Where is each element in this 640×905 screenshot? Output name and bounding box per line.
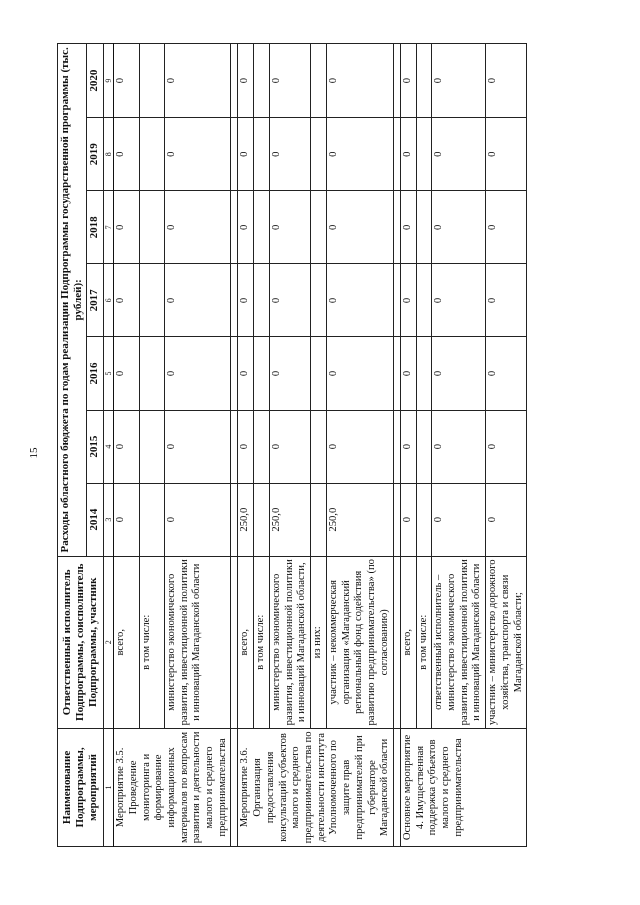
value-cell-2018: 0 bbox=[400, 191, 416, 264]
value-cell-2015: 0 bbox=[114, 410, 139, 483]
value-cell-2019: 0 bbox=[114, 118, 139, 191]
year-header-2019: 2019 bbox=[87, 118, 103, 191]
value-cell-2015: 0 bbox=[327, 410, 394, 483]
page-number: 15 bbox=[28, 447, 40, 459]
value-cell-2017: 0 bbox=[327, 264, 394, 337]
table-row bbox=[327, 44, 394, 847]
executor-cell: участник – некоммерческая организация «Магаданский региональный фонд содействия развитию предпринимательства» (по согласованию) bbox=[327, 556, 394, 728]
column-index-8: 8 bbox=[103, 118, 114, 191]
value-cell-2017 bbox=[311, 264, 327, 337]
value-cell-2019 bbox=[416, 118, 432, 191]
spacer-cell bbox=[393, 118, 400, 191]
value-cell-2020: 0 bbox=[270, 44, 311, 118]
column-index-9: 9 bbox=[103, 44, 114, 118]
value-cell-2019: 0 bbox=[432, 118, 486, 191]
executor-cell: ответственный исполнитель – министерство экономического развития, инвестиционной политики и инноваций Магаданской области bbox=[432, 556, 486, 728]
value-cell-2017: 0 bbox=[400, 264, 416, 337]
table-row bbox=[486, 44, 527, 847]
value-cell-2020: 0 bbox=[486, 44, 527, 118]
value-cell-2017: 0 bbox=[432, 264, 486, 337]
table-body bbox=[114, 44, 527, 847]
value-cell-2019 bbox=[311, 118, 327, 191]
activity-name-cell: Мероприятие 3.5. Проведение мониторинга и формирование информационных материалов по вопросам развития и деятельности малого и среднего предпринимательства bbox=[114, 728, 231, 846]
value-cell-2018: 0 bbox=[432, 191, 486, 264]
value-cell-2018: 0 bbox=[238, 191, 254, 264]
year-header-2016: 2016 bbox=[87, 337, 103, 410]
executor-cell: в том числе: bbox=[139, 556, 164, 728]
table-row bbox=[114, 44, 139, 847]
value-cell-2016 bbox=[416, 337, 432, 410]
value-cell-2016: 0 bbox=[114, 337, 139, 410]
spacer-cell bbox=[231, 556, 238, 728]
group-spacer bbox=[393, 44, 400, 847]
value-cell-2016 bbox=[254, 337, 270, 410]
spacer-cell bbox=[231, 118, 238, 191]
value-cell-2014: 0 bbox=[164, 483, 231, 556]
value-cell-2016: 0 bbox=[238, 337, 254, 410]
value-cell-2014: 0 bbox=[432, 483, 486, 556]
value-cell-2019: 0 bbox=[164, 118, 231, 191]
value-cell-2015 bbox=[254, 410, 270, 483]
spacer-cell bbox=[231, 410, 238, 483]
spacer-cell bbox=[393, 44, 400, 118]
index-row bbox=[103, 44, 114, 847]
table-row bbox=[311, 44, 327, 847]
value-cell-2014: 250,0 bbox=[327, 483, 394, 556]
value-cell-2017: 0 bbox=[164, 264, 231, 337]
column-index-4: 4 bbox=[103, 410, 114, 483]
group-spacer bbox=[231, 44, 238, 847]
column-index-6: 6 bbox=[103, 264, 114, 337]
value-cell-2017: 0 bbox=[270, 264, 311, 337]
value-cell-2018 bbox=[139, 191, 164, 264]
year-header-2015: 2015 bbox=[87, 410, 103, 483]
budget-table bbox=[57, 43, 527, 847]
value-cell-2016 bbox=[311, 337, 327, 410]
value-cell-2018 bbox=[254, 191, 270, 264]
table-row bbox=[254, 44, 270, 847]
value-cell-2019: 0 bbox=[270, 118, 311, 191]
value-cell-2020 bbox=[416, 44, 432, 118]
value-cell-2016: 0 bbox=[486, 337, 527, 410]
value-cell-2020 bbox=[139, 44, 164, 118]
table-row bbox=[238, 44, 254, 847]
value-cell-2014: 250,0 bbox=[270, 483, 311, 556]
value-cell-2017 bbox=[254, 264, 270, 337]
value-cell-2019: 0 bbox=[238, 118, 254, 191]
spacer-cell bbox=[393, 556, 400, 728]
spacer-cell bbox=[231, 483, 238, 556]
value-cell-2015 bbox=[416, 410, 432, 483]
activity-name-cell: Основное мероприятие 4. Имущественная поддержка субъектов малого и среднего предпринимательства bbox=[400, 728, 526, 846]
column-index-7: 7 bbox=[103, 191, 114, 264]
spacer-cell bbox=[393, 410, 400, 483]
value-cell-2017: 0 bbox=[114, 264, 139, 337]
value-cell-2014: 0 bbox=[400, 483, 416, 556]
header-executor-column: Ответственный исполнитель Подпрограммы, соисполнитель Подпрограммы, участник bbox=[58, 556, 104, 728]
value-cell-2016: 0 bbox=[432, 337, 486, 410]
value-cell-2015: 0 bbox=[400, 410, 416, 483]
value-cell-2016: 0 bbox=[400, 337, 416, 410]
value-cell-2018: 0 bbox=[270, 191, 311, 264]
value-cell-2015: 0 bbox=[432, 410, 486, 483]
value-cell-2020: 0 bbox=[164, 44, 231, 118]
value-cell-2015: 0 bbox=[486, 410, 527, 483]
header-expenses: Расходы областного бюджета по годам реализации Подпрограммы государственной программы (тыс. рублей): bbox=[58, 44, 87, 557]
executor-cell: всего, bbox=[114, 556, 139, 728]
value-cell-2014 bbox=[416, 483, 432, 556]
table-row bbox=[139, 44, 164, 847]
value-cell-2020 bbox=[254, 44, 270, 118]
value-cell-2020: 0 bbox=[432, 44, 486, 118]
table-row bbox=[164, 44, 231, 847]
value-cell-2015: 0 bbox=[164, 410, 231, 483]
value-cell-2014: 250,0 bbox=[238, 483, 254, 556]
value-cell-2020: 0 bbox=[327, 44, 394, 118]
spacer-cell bbox=[231, 337, 238, 410]
year-header-2017: 2017 bbox=[87, 264, 103, 337]
value-cell-2019: 0 bbox=[327, 118, 394, 191]
executor-cell: всего, bbox=[400, 556, 416, 728]
spacer-cell bbox=[393, 728, 400, 846]
year-header-2014: 2014 bbox=[87, 483, 103, 556]
value-cell-2014 bbox=[139, 483, 164, 556]
executor-cell: участник – министерство дорожного хозяйства, транспорта и связи Магаданской области; bbox=[486, 556, 527, 728]
executor-cell: в том числе: bbox=[416, 556, 432, 728]
value-cell-2016 bbox=[139, 337, 164, 410]
table-row bbox=[432, 44, 486, 847]
value-cell-2014 bbox=[311, 483, 327, 556]
value-cell-2020: 0 bbox=[238, 44, 254, 118]
value-cell-2018 bbox=[416, 191, 432, 264]
year-header-2018: 2018 bbox=[87, 191, 103, 264]
value-cell-2018: 0 bbox=[164, 191, 231, 264]
spacer-cell bbox=[231, 728, 238, 846]
column-index-2: 2 bbox=[103, 556, 114, 728]
value-cell-2015 bbox=[311, 410, 327, 483]
rotated-table-wrapper bbox=[57, 43, 537, 847]
value-cell-2016: 0 bbox=[327, 337, 394, 410]
value-cell-2016: 0 bbox=[270, 337, 311, 410]
value-cell-2014: 0 bbox=[486, 483, 527, 556]
value-cell-2019 bbox=[139, 118, 164, 191]
value-cell-2017: 0 bbox=[238, 264, 254, 337]
executor-cell: министерство экономического развития, инвестиционной политики и инноваций Магаданской области bbox=[164, 556, 231, 728]
value-cell-2019 bbox=[254, 118, 270, 191]
value-cell-2018 bbox=[311, 191, 327, 264]
value-cell-2020: 0 bbox=[114, 44, 139, 118]
value-cell-2014: 0 bbox=[114, 483, 139, 556]
year-header-2020: 2020 bbox=[87, 44, 103, 118]
value-cell-2018: 0 bbox=[114, 191, 139, 264]
column-index-1: 1 bbox=[103, 728, 114, 846]
executor-cell: министерство экономического развития, инвестиционной политики и инноваций Магаданской области, bbox=[270, 556, 311, 728]
value-cell-2015: 0 bbox=[238, 410, 254, 483]
value-cell-2019: 0 bbox=[400, 118, 416, 191]
value-cell-2014 bbox=[254, 483, 270, 556]
value-cell-2017 bbox=[416, 264, 432, 337]
value-cell-2018: 0 bbox=[486, 191, 527, 264]
executor-cell: в том числе: bbox=[254, 556, 270, 728]
value-cell-2019: 0 bbox=[486, 118, 527, 191]
table-row bbox=[270, 44, 311, 847]
value-cell-2017: 0 bbox=[486, 264, 527, 337]
executor-cell: из них: bbox=[311, 556, 327, 728]
value-cell-2020: 0 bbox=[400, 44, 416, 118]
activity-name-cell: Мероприятие 3.6. Организация предоставления консультаций субъектов малого и среднего предпринимательства по деятельности института Уполномоченного по защите прав предпринимателей при губернаторе Магаданской области bbox=[238, 728, 393, 846]
spacer-cell bbox=[231, 264, 238, 337]
spacer-cell bbox=[393, 264, 400, 337]
value-cell-2020 bbox=[311, 44, 327, 118]
spacer-cell bbox=[231, 44, 238, 118]
spacer-cell bbox=[393, 483, 400, 556]
value-cell-2015: 0 bbox=[270, 410, 311, 483]
executor-cell: всего, bbox=[238, 556, 254, 728]
spacer-cell bbox=[393, 337, 400, 410]
table-row bbox=[400, 44, 416, 847]
header-name-column: Наименование Подпрограммы, мероприятий bbox=[58, 728, 104, 846]
column-index-3: 3 bbox=[103, 483, 114, 556]
value-cell-2015 bbox=[139, 410, 164, 483]
spacer-cell bbox=[393, 191, 400, 264]
table-row bbox=[416, 44, 432, 847]
value-cell-2018: 0 bbox=[327, 191, 394, 264]
value-cell-2016: 0 bbox=[164, 337, 231, 410]
column-index-5: 5 bbox=[103, 337, 114, 410]
spacer-cell bbox=[231, 191, 238, 264]
value-cell-2017 bbox=[139, 264, 164, 337]
